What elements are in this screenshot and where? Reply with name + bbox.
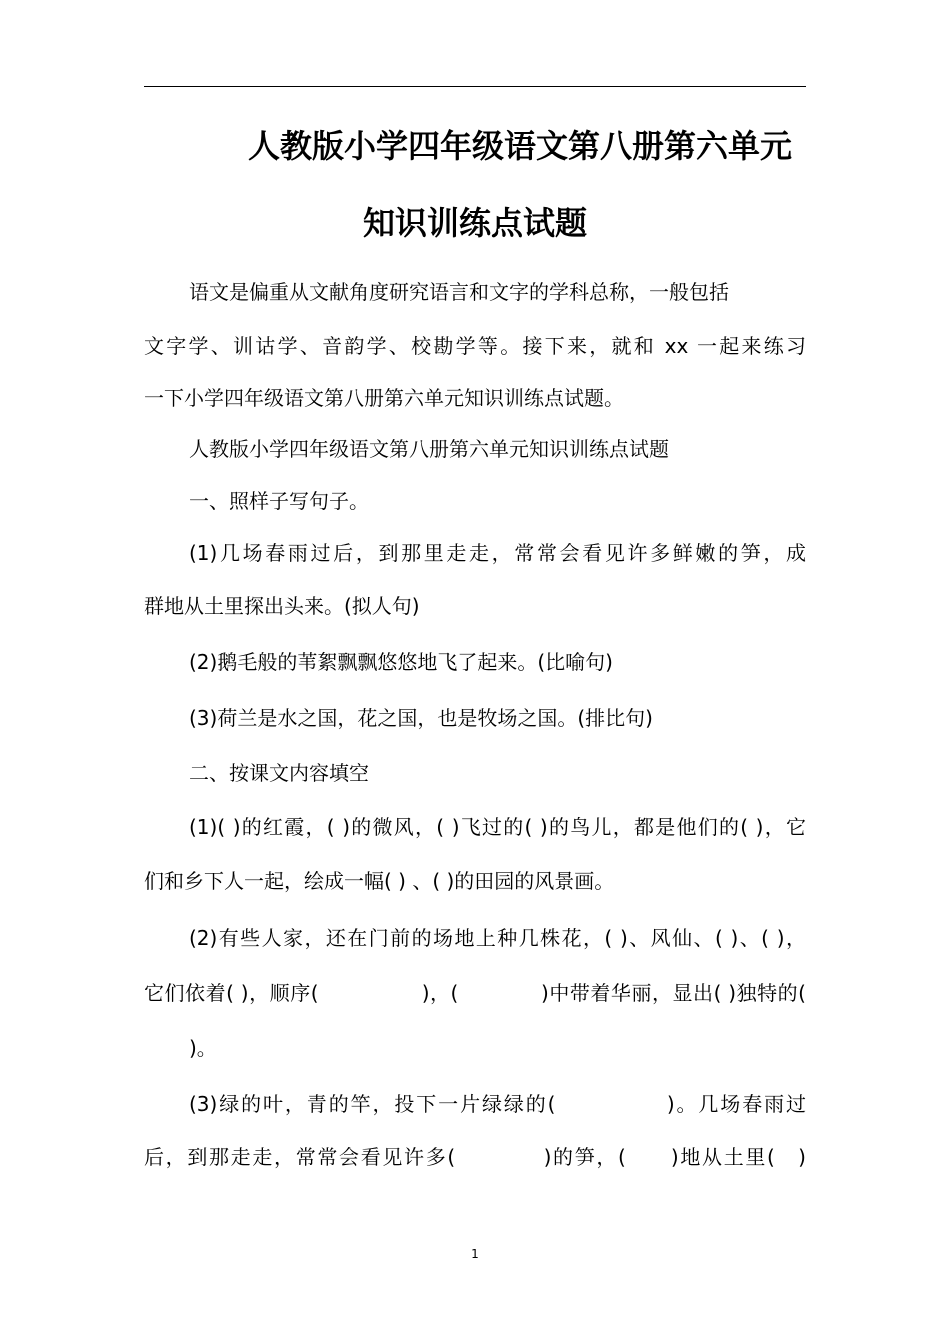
intro-line-2: 文字学、训诂学、音韵学、校勘学等。接下来，就和 xx 一起来练习 [144,334,806,358]
question-1-line-2: 群地从土里探出头来。(拟人句) [144,594,420,618]
fill-3-line-2: 后，到那走走，常常会看见许多( )的笋，( )地从土里( ) [144,1145,806,1169]
fill-2-line-1: (2)有些人家，还在门前的场地上种几株花，( )、风仙、( )、( )， [189,926,806,950]
section-two-heading: 二、按课文内容填空 [189,761,369,785]
document-title-line-2: 知识训练点试题 [362,204,587,242]
question-2-line: (2)鹅毛般的苇絮飘飘悠悠地飞了起来。(比喻句) [189,650,613,674]
question-3-line: (3)荷兰是水之国，花之国，也是牧场之国。(排比句) [189,706,653,730]
subtitle-line: 人教版小学四年级语文第八册第六单元知识训练点试题 [189,437,669,461]
fill-3-line-1: (3)绿的叶，青的竿，投下一片绿绿的( )。几场春雨过 [189,1092,806,1116]
intro-line-3: 一下小学四年级语文第八册第六单元知识训练点试题。 [144,386,624,410]
fill-2-line-2: 它们依着( )，顺序( )，( )中带着华丽，显出( )独特的( [144,981,806,1005]
question-1-line-1: (1)几场春雨过后，到那里走走，常常会看见许多鲜嫩的笋，成 [189,541,806,565]
page-number: 1 [471,1247,479,1261]
header-rule [144,86,806,87]
fill-2-line-3: )。 [189,1036,217,1060]
section-one-heading: 一、照样子写句子。 [189,489,369,513]
document-title-line-1: 人教版小学四年级语文第八册第六单元 [247,127,792,165]
fill-1-line-2: 们和乡下人一起，绘成一幅( ) 、( )的田园的风景画。 [144,869,615,893]
intro-line-1: 语文是偏重从文献角度研究语言和文字的学科总称，一般包括 [189,280,729,304]
fill-1-line-1: (1)( )的红霞，( )的微风，( )飞过的( )的鸟儿，都是他们的( )，它 [189,815,806,839]
